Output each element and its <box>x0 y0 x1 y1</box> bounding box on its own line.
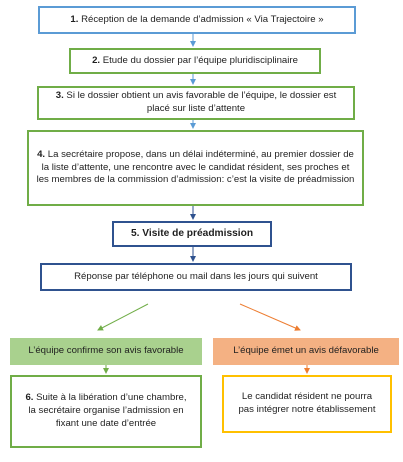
arrow-reply-fav <box>98 304 148 330</box>
unfavorable-label: L’équipe émet un avis défavorable <box>233 345 379 357</box>
step-5-label: 5. Visite de préadmission <box>130 228 254 240</box>
step-1-text <box>70 14 323 27</box>
step-3-text <box>45 90 347 116</box>
arrow-reply-unfav <box>240 304 300 330</box>
step-6-box <box>10 375 202 448</box>
step-3-label: Si le dossier obtient un avis favorable de l’équipe, le dossier est placé sur liste d’attente <box>63 90 337 114</box>
reply-box <box>40 263 352 291</box>
step-4-box <box>27 130 364 206</box>
favorable-box <box>10 338 202 365</box>
step-5-box <box>112 221 272 247</box>
step-1-label: Réception de la demande d’admission « Via Trajectoire » <box>78 13 324 25</box>
reject-label: Le candidat résident ne pourra pas intégrer notre établissement <box>238 391 376 415</box>
step-4-label: La secrétaire propose, dans un délai indéterminé, au premier dossier de la liste d’attente, une rencontre avec le candidat résident, ses proches et les membres de la commission d’admission: c’est la visite de préadmission <box>36 148 355 186</box>
unfavorable-box <box>213 338 399 365</box>
step-6-label: Suite à la libération d’une chambre, la secrétaire organise l’admission en fixant une date d’entrée <box>28 392 187 429</box>
step-3-number: 3. <box>55 90 64 102</box>
reply-label: Réponse par téléphone ou mail dans les jours qui suivent <box>74 270 318 282</box>
step-6-number: 6. <box>25 392 34 404</box>
step-2-number: 2. <box>92 54 101 66</box>
step-1-number: 1. <box>70 13 79 25</box>
step-2-label: Etude du dossier par l’équipe pluridisciplinaire <box>100 54 298 66</box>
reject-box <box>222 375 392 433</box>
step-4-text <box>35 149 356 188</box>
step-3-box <box>37 86 355 120</box>
step-2-text <box>92 55 298 68</box>
favorable-label: L’équipe confirme son avis favorable <box>28 345 184 357</box>
step-4-number: 4. <box>37 148 46 160</box>
step-1-box <box>38 6 356 34</box>
step-6-text <box>22 392 190 431</box>
step-2-box <box>69 48 321 74</box>
